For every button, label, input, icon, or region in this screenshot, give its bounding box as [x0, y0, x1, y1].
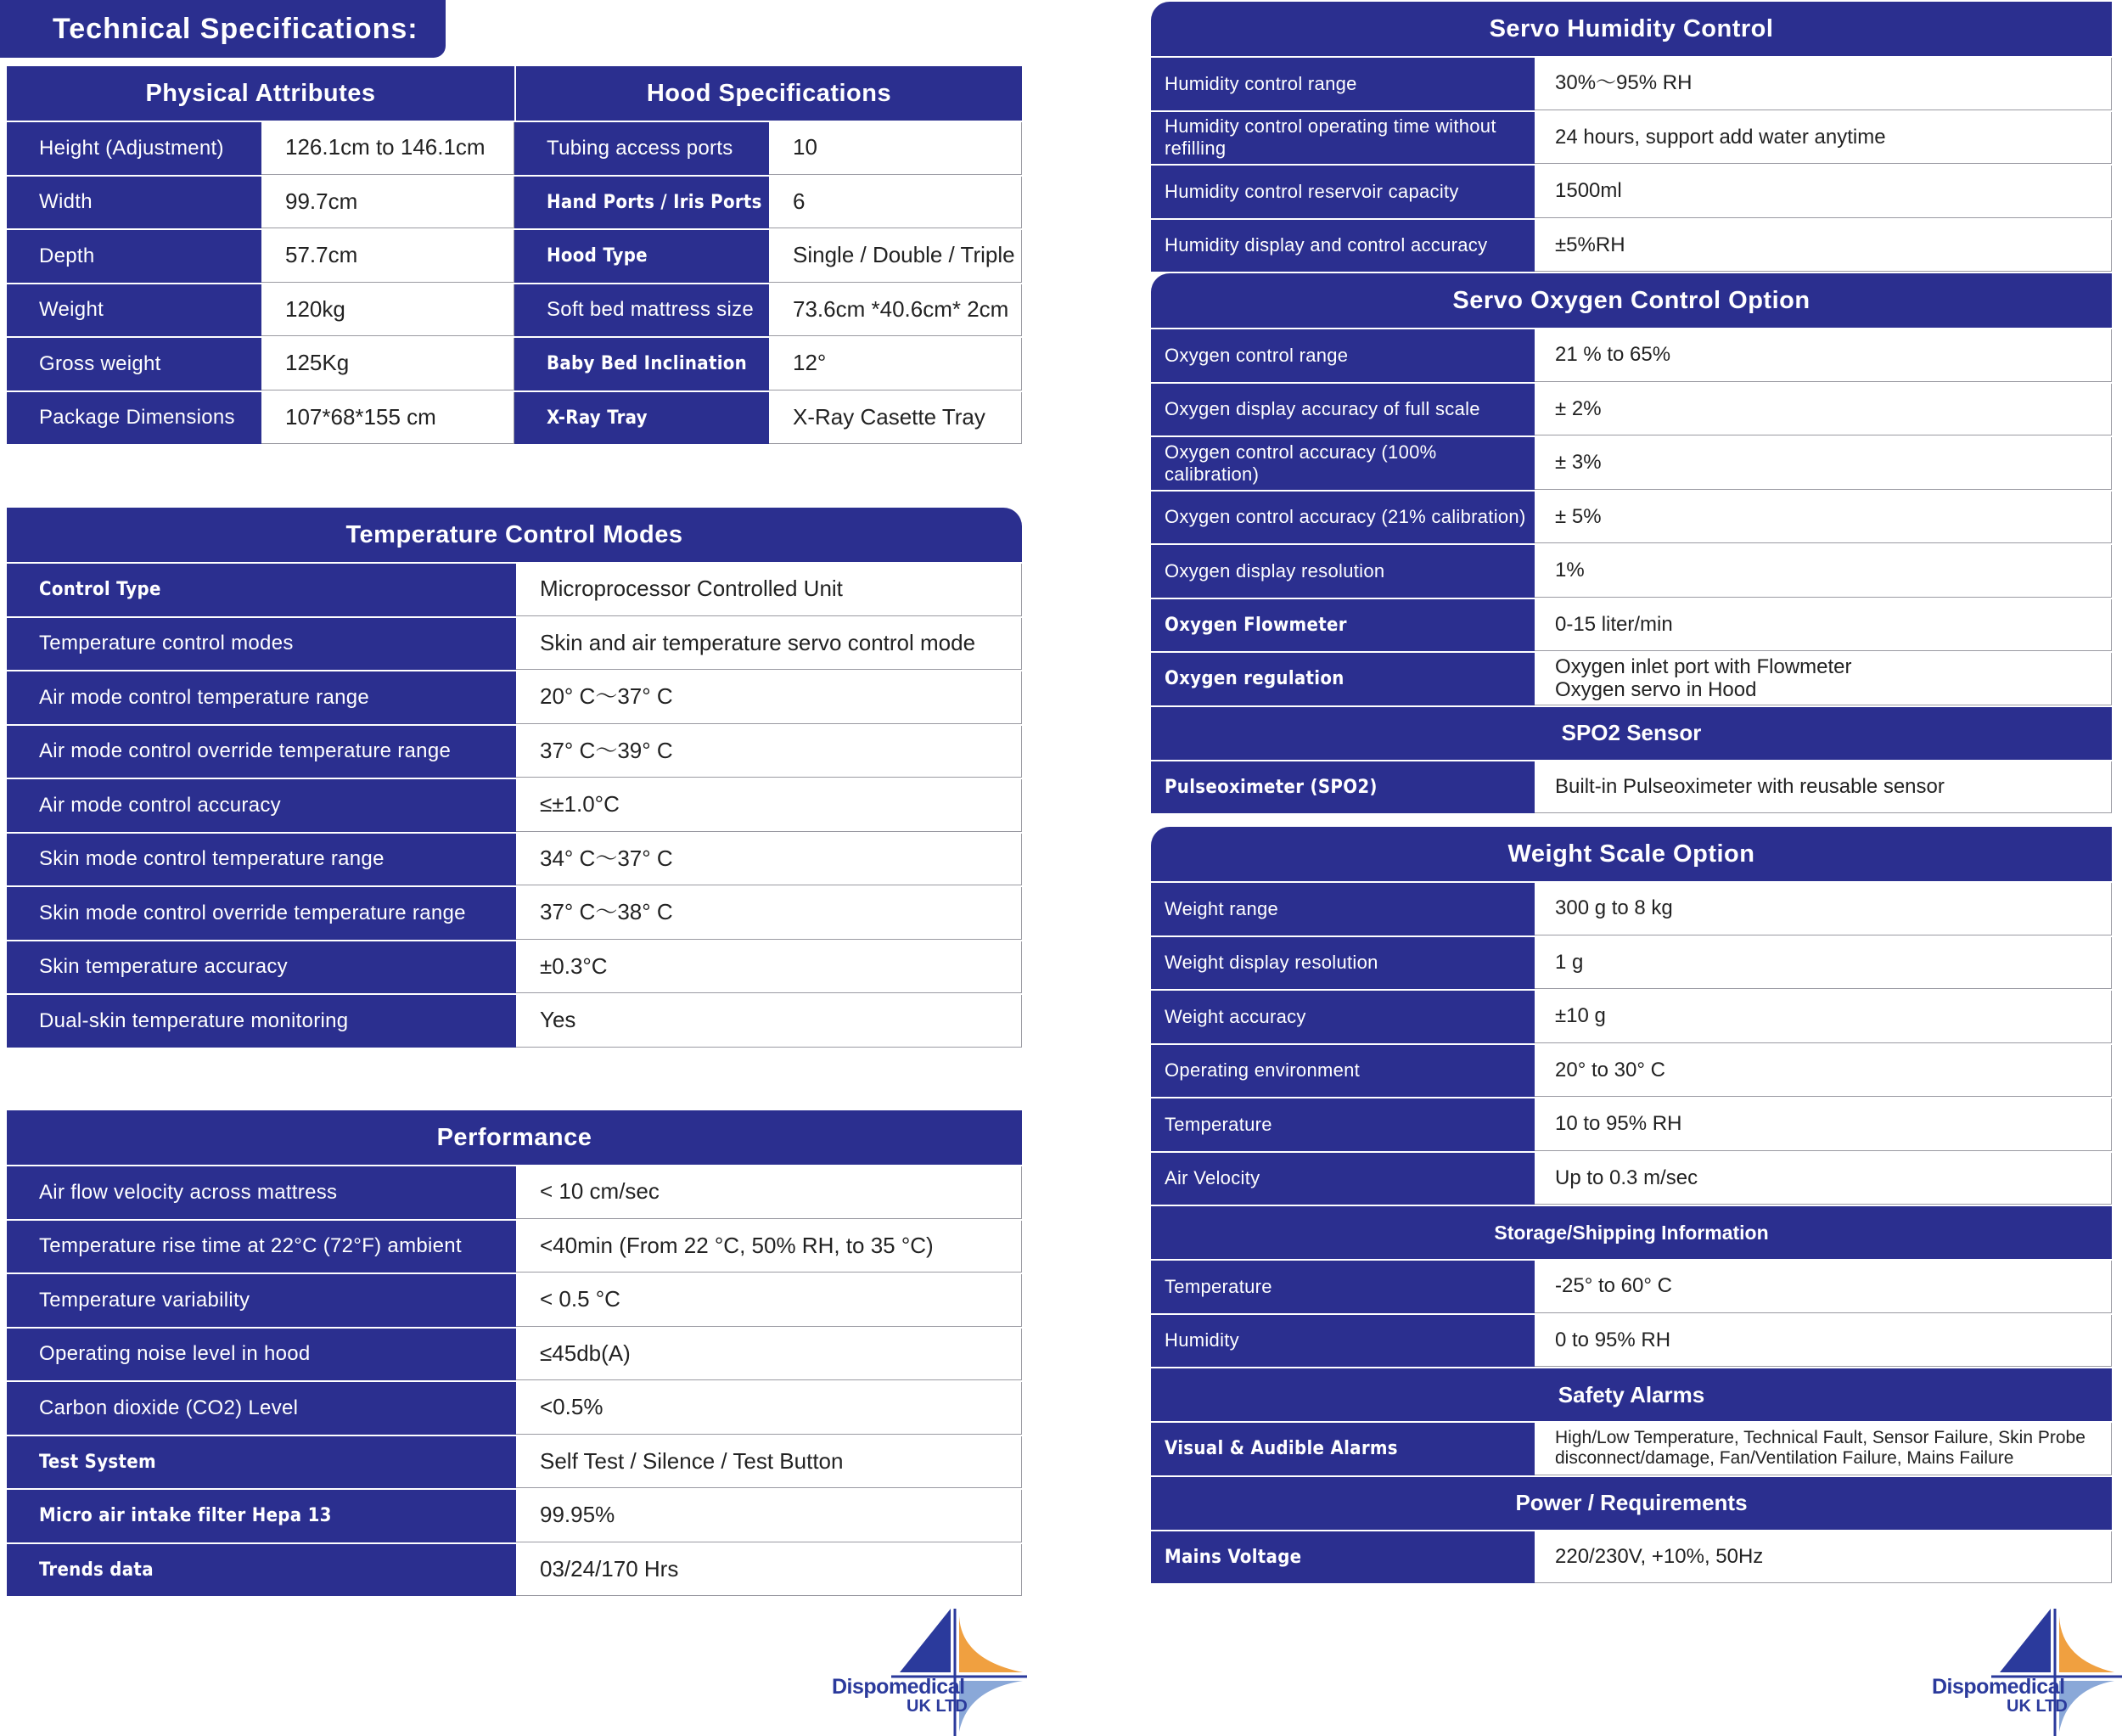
row-value: 0-15 liter/min	[1535, 599, 2112, 652]
logo-brand-name: Dispomedical	[832, 1675, 965, 1699]
row-label: Hood Type	[514, 230, 769, 283]
row-label: Test System	[7, 1436, 516, 1489]
row-label: Trends data	[7, 1544, 516, 1597]
row-label: Package Dimensions	[7, 392, 261, 445]
table-row	[1151, 989, 2112, 1043]
row-value: ±5%RH	[1535, 220, 2112, 272]
row-value: 10	[769, 122, 1022, 175]
row-value: 37° C～39° C	[516, 726, 1022, 778]
logo-brand-sub: UK LTD	[2007, 1697, 2068, 1716]
row-value: 37° C～38° C	[516, 887, 1022, 940]
row-value: 34° C～37° C	[516, 834, 1022, 886]
table-row	[514, 175, 1022, 229]
servo-humidity-table	[1151, 2, 2112, 272]
row-label: Visual & Audible Alarms	[1151, 1423, 1535, 1475]
row-label: Micro air intake filter Hepa 13	[7, 1490, 516, 1542]
table-row	[1151, 881, 2112, 935]
row-label: Oxygen control range	[1151, 329, 1535, 382]
table-row	[1151, 1259, 2112, 1313]
row-value: 1%	[1535, 545, 2112, 598]
row-label: Temperature	[1151, 1098, 1535, 1151]
table-row	[1151, 1530, 2112, 1584]
row-value: 03/24/170 Hrs	[516, 1544, 1022, 1597]
row-value: ±10 g	[1535, 991, 2112, 1043]
table-row	[1151, 218, 2112, 272]
logo-brand-sub: UK LTD	[907, 1697, 968, 1716]
table-row	[7, 1219, 1022, 1273]
table-row	[1151, 490, 2112, 544]
row-label: Dual-skin temperature monitoring	[7, 995, 516, 1048]
table-row	[7, 1435, 1022, 1489]
table-row	[7, 778, 1022, 832]
row-label: Weight range	[1151, 883, 1535, 935]
row-value: 99.7cm	[261, 177, 514, 229]
row-value: Microprocessor Controlled Unit	[516, 564, 1022, 616]
table-row	[514, 336, 1022, 390]
row-label: Operating noise level in hood	[7, 1329, 516, 1381]
table-row	[1151, 110, 2112, 165]
row-label: Air flow velocity across mattress	[7, 1166, 516, 1219]
table-row	[7, 121, 514, 175]
temperature-control-table	[7, 508, 1022, 1048]
table-row	[7, 832, 1022, 886]
row-value: 10 to 95% RH	[1535, 1098, 2112, 1151]
table-row	[514, 121, 1022, 175]
page-title: Technical Specifications:	[0, 0, 446, 58]
table-row	[7, 562, 1022, 616]
logo-mark-icon	[1932, 1609, 2122, 1736]
row-label: Oxygen regulation	[1151, 653, 1535, 705]
row-value: Built-in Pulseoximeter with reusable sensor	[1535, 761, 2112, 814]
row-value: ± 2%	[1535, 384, 2112, 436]
row-value: 120kg	[261, 284, 514, 337]
row-label: Oxygen control accuracy (21% calibration)	[1151, 492, 1535, 544]
row-value: 73.6cm *40.6cm* 2cm	[769, 284, 1022, 337]
row-label: Humidity	[1151, 1315, 1535, 1368]
row-label: Pulseoximeter (SPO2)	[1151, 761, 1535, 814]
logo-mark-icon	[832, 1609, 1027, 1736]
table-row	[7, 175, 514, 229]
table-row	[1151, 1421, 2112, 1475]
table-row	[1151, 1043, 2112, 1098]
row-value: 12°	[769, 338, 1022, 390]
row-label: Air mode control temperature range	[7, 671, 516, 724]
table-row	[514, 390, 1022, 445]
row-value: Skin and air temperature servo control mode	[516, 618, 1022, 671]
row-label: Baby Bed Inclination	[514, 338, 769, 390]
table-row	[7, 616, 1022, 671]
row-value: 20° to 30° C	[1535, 1045, 2112, 1098]
row-label: Humidity control range	[1151, 58, 1535, 110]
row-value: 6	[769, 177, 1022, 229]
table-row	[7, 1165, 1022, 1219]
row-label: Air mode control override temperature range	[7, 726, 516, 778]
physical-attributes-table	[7, 66, 514, 444]
table-row	[7, 1542, 1022, 1597]
table-row	[1151, 1151, 2112, 1205]
row-value: 24 hours, support add water anytime	[1535, 112, 2112, 165]
temperature-control-heading: Temperature Control Modes	[7, 508, 1022, 562]
row-value: Single / Double / Triple	[769, 230, 1022, 283]
hood-specifications-table	[514, 66, 1022, 444]
row-value: 125Kg	[261, 338, 514, 390]
row-value: -25° to 60° C	[1535, 1261, 2112, 1313]
power-heading: Power / Requirements	[1151, 1475, 2112, 1530]
row-label: Humidity control operating time without refilling	[1151, 112, 1535, 165]
table-row	[1151, 382, 2112, 436]
row-label: Temperature rise time at 22°C (72°F) ambient	[7, 1221, 516, 1273]
row-value: High/Low Temperature, Technical Fault, Sensor Failure, Skin Probe disconnect/damage, Fan/Ventilation Failure, Mains Failure	[1535, 1423, 2112, 1475]
table-row	[7, 670, 1022, 724]
row-value: 300 g to 8 kg	[1535, 883, 2112, 935]
performance-table	[7, 1110, 1022, 1596]
row-value: Self Test / Silence / Test Button	[516, 1436, 1022, 1489]
row-value: 1500ml	[1535, 166, 2112, 218]
row-value: 21 % to 65%	[1535, 329, 2112, 382]
servo-oxygen-table	[1151, 273, 2112, 813]
row-label: Soft bed mattress size	[514, 284, 769, 337]
row-value: <40min (From 22 °C, 50% RH, to 35 °C)	[516, 1221, 1022, 1273]
table-row	[1151, 760, 2112, 814]
table-row	[7, 1273, 1022, 1327]
row-label: Skin temperature accuracy	[7, 941, 516, 994]
table-row	[7, 1488, 1022, 1542]
table-row	[7, 228, 514, 283]
row-value: ± 3%	[1535, 437, 2112, 490]
table-row	[1151, 56, 2112, 110]
table-row	[514, 283, 1022, 337]
row-label: Temperature	[1151, 1261, 1535, 1313]
row-label: Control Type	[7, 564, 516, 616]
row-label: Mains Voltage	[1151, 1531, 1535, 1584]
dispomedical-logo-right	[1932, 1609, 2122, 1736]
table-row	[7, 885, 1022, 940]
row-value: 20° C～37° C	[516, 671, 1022, 724]
table-row	[1151, 651, 2112, 705]
table-row	[7, 336, 514, 390]
row-label: Humidity control reservoir capacity	[1151, 166, 1535, 218]
spo2-heading: SPO2 Sensor	[1151, 705, 2112, 760]
servo-humidity-heading: Servo Humidity Control	[1151, 2, 2112, 56]
row-label: Operating environment	[1151, 1045, 1535, 1098]
row-label: Skin mode control temperature range	[7, 834, 516, 886]
servo-oxygen-heading: Servo Oxygen Control Option	[1151, 273, 2112, 328]
row-label: Weight accuracy	[1151, 991, 1535, 1043]
row-label: Air Velocity	[1151, 1153, 1535, 1205]
table-row	[7, 390, 514, 445]
table-row	[7, 993, 1022, 1048]
table-row	[1151, 435, 2112, 490]
dispomedical-logo-left	[832, 1609, 1027, 1736]
performance-heading: Performance	[7, 1110, 1022, 1165]
row-value: 57.7cm	[261, 230, 514, 283]
row-label: Temperature variability	[7, 1274, 516, 1327]
weight-scale-heading: Weight Scale Option	[1151, 827, 2112, 881]
weight-scale-table	[1151, 827, 2112, 1583]
row-value: ±0.3°C	[516, 941, 1022, 994]
row-label: Weight	[7, 284, 261, 337]
safety-alarms-heading: Safety Alarms	[1151, 1367, 2112, 1421]
table-row	[7, 1327, 1022, 1381]
row-value: <0.5%	[516, 1382, 1022, 1435]
storage-heading: Storage/Shipping Information	[1151, 1205, 2112, 1259]
row-value: 99.95%	[516, 1490, 1022, 1542]
row-label: Weight display resolution	[1151, 937, 1535, 990]
table-row	[7, 283, 514, 337]
row-label: Hand Ports / Iris Ports	[514, 177, 769, 229]
table-row	[1151, 328, 2112, 382]
row-label: Oxygen control accuracy (100% calibration)	[1151, 437, 1535, 490]
table-row	[1151, 1313, 2112, 1368]
table-row	[1151, 598, 2112, 652]
row-label: Skin mode control override temperature range	[7, 887, 516, 940]
row-value: 30%～95% RH	[1535, 58, 2112, 110]
row-label: Depth	[7, 230, 261, 283]
row-value: Up to 0.3 m/sec	[1535, 1153, 2112, 1205]
logo-brand-name: Dispomedical	[1932, 1675, 2065, 1699]
row-label: Height (Adjustment)	[7, 122, 261, 175]
row-label: Oxygen display accuracy of full scale	[1151, 384, 1535, 436]
table-row	[7, 940, 1022, 994]
row-value: 126.1cm to 146.1cm	[261, 122, 514, 175]
row-value: Yes	[516, 995, 1022, 1048]
row-value: ≤±1.0°C	[516, 779, 1022, 832]
row-value: 107*68*155 cm	[261, 392, 514, 445]
row-label: Humidity display and control accuracy	[1151, 220, 1535, 272]
row-label: X-Ray Tray	[514, 392, 769, 445]
table-row	[1151, 935, 2112, 990]
row-label: Width	[7, 177, 261, 229]
table-row	[7, 1380, 1022, 1435]
row-value: Oxygen inlet port with Flowmeter Oxygen servo in Hood	[1535, 653, 2112, 705]
table-row	[7, 724, 1022, 778]
row-value: ± 5%	[1535, 492, 2112, 544]
row-value: < 0.5 °C	[516, 1274, 1022, 1327]
physical-attributes-heading: Physical Attributes	[7, 66, 514, 121]
hood-specifications-heading: Hood Specifications	[514, 66, 1022, 121]
table-row	[514, 228, 1022, 283]
row-label: Air mode control accuracy	[7, 779, 516, 832]
row-label: Tubing access ports	[514, 122, 769, 175]
row-label: Gross weight	[7, 338, 261, 390]
row-value: 220/230V, +10%, 50Hz	[1535, 1531, 2112, 1584]
table-row	[1151, 1097, 2112, 1151]
row-label: Oxygen Flowmeter	[1151, 599, 1535, 652]
row-label: Temperature control modes	[7, 618, 516, 671]
row-label: Oxygen display resolution	[1151, 545, 1535, 598]
table-row	[1151, 164, 2112, 218]
row-value: 0 to 95% RH	[1535, 1315, 2112, 1368]
row-value: ≤45db(A)	[516, 1329, 1022, 1381]
row-label: Carbon dioxide (CO2) Level	[7, 1382, 516, 1435]
row-value: < 10 cm/sec	[516, 1166, 1022, 1219]
row-value: 1 g	[1535, 937, 2112, 990]
table-row	[1151, 543, 2112, 598]
row-value: X-Ray Casette Tray	[769, 392, 1022, 445]
